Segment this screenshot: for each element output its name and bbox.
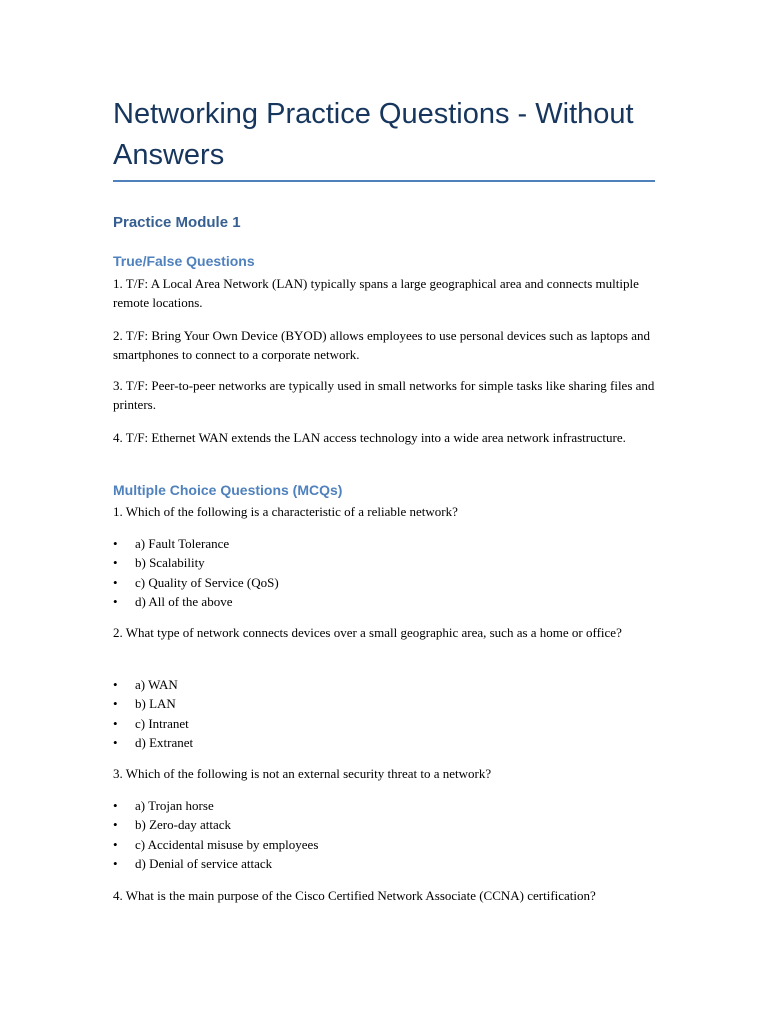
option-text: c) Accidental misuse by employees [135, 836, 319, 852]
mcq-2-options [113, 675, 193, 752]
bullet-icon: • [113, 593, 118, 609]
option-text: c) Quality of Service (QoS) [135, 574, 279, 590]
bullet-icon: • [113, 817, 118, 833]
option-text: b) Scalability [135, 555, 205, 571]
tf-question-3: 3. T/F: Peer-to-peer networks are typically used in small networks for simple tasks like sharing files and printers. [113, 378, 655, 412]
bullet-icon: • [113, 734, 118, 750]
list-item [113, 714, 193, 733]
bullet-icon: • [113, 798, 118, 813]
true-false-heading: True/False Questions [113, 253, 255, 269]
option-text: a) Fault Tolerance [135, 536, 230, 551]
bullet-icon: • [113, 855, 118, 871]
option-text: a) WAN [135, 677, 178, 692]
list-item [113, 835, 318, 854]
list-item [113, 796, 318, 815]
bullet-icon: • [113, 536, 118, 551]
option-text: c) Intranet [135, 715, 189, 731]
tf-question-2: 2. T/F: Bring Your Own Device (BYOD) allows employees to use personal devices such as laptops and smartphones to connect to a corporate network. [113, 328, 651, 362]
option-text: d) Extranet [135, 734, 194, 750]
mcq-question-2: 2. What type of network connects devices over a small geographic area, such as a home or office? [113, 625, 622, 640]
list-item [113, 694, 193, 713]
mcq-1-options [113, 534, 279, 611]
mcq-question-1: 1. Which of the following is a characteristic of a reliable network? [113, 504, 458, 519]
list-item [113, 573, 279, 592]
list-item [113, 675, 193, 694]
document-title: Networking Practice Questions - Without Answers [113, 98, 634, 171]
list-item [113, 733, 193, 752]
bullet-icon: • [113, 555, 118, 571]
list-item [113, 854, 318, 873]
tf-question-1: 1. T/F: A Local Area Network (LAN) typically spans a large geographical area and connects multiple remote locations. [113, 276, 639, 310]
option-text: b) Zero-day attack [135, 817, 232, 833]
option-text: d) All of the above [135, 593, 233, 609]
module-heading: Practice Module 1 [113, 214, 241, 231]
list-item [113, 553, 279, 572]
list-item [113, 534, 279, 553]
mcq-heading: Multiple Choice Questions (MCQs) [113, 482, 343, 498]
option-text: d) Denial of service attack [135, 855, 273, 871]
title-underline-rule [113, 180, 655, 182]
mcq-question-4: 4. What is the main purpose of the Cisco Certified Network Associate (CCNA) certification? [113, 888, 596, 903]
option-text: a) Trojan horse [135, 798, 214, 813]
bullet-icon: • [113, 836, 118, 852]
list-item [113, 815, 318, 834]
bullet-icon: • [113, 696, 118, 712]
mcq-question-3: 3. Which of the following is not an external security threat to a network? [113, 766, 492, 781]
option-text: b) LAN [135, 696, 176, 712]
bullet-icon: • [113, 677, 118, 692]
mcq-3-options [113, 796, 318, 873]
list-item [113, 592, 279, 611]
bullet-icon: • [113, 715, 118, 731]
bullet-icon: • [113, 574, 118, 590]
tf-question-4: 4. T/F: Ethernet WAN extends the LAN access technology into a wide area network infrastructure. [113, 430, 626, 445]
